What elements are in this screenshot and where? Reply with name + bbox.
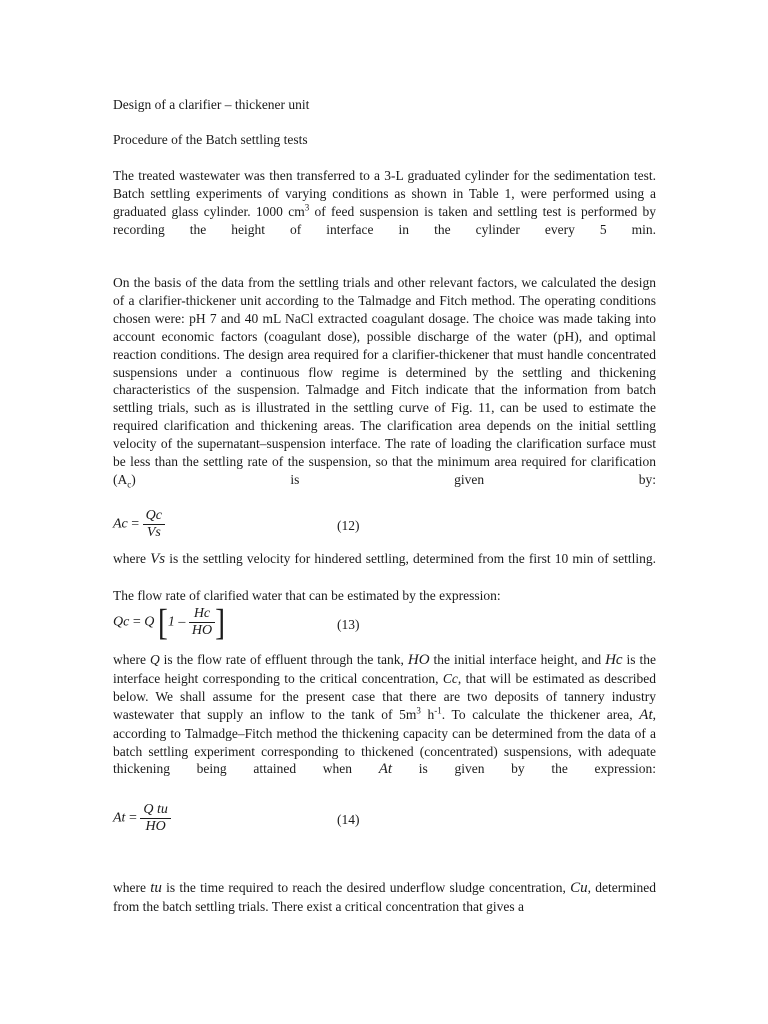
eq12-denominator: Vs — [146, 525, 161, 540]
para5-symbol-cc: Cc — [442, 670, 458, 686]
paragraph-thickener-area — [113, 651, 656, 797]
para5-symbol-at: At — [639, 706, 653, 723]
para5-symbol-q: Q — [149, 652, 160, 667]
para5-text-i: is given by the expression: — [392, 761, 656, 777]
eq12-numerator: Qc — [143, 508, 165, 525]
para1-text-b: of feed suspension is taken and settling test is performed by recording the height of interface in the cylinder every 5 min. — [113, 203, 657, 237]
equation-14-label: (14) — [337, 812, 360, 827]
eq12-equals: = — [131, 516, 140, 532]
para5-text-e: , that will be estimated as described below. We shall assume for the present case that there are two deposits of tannery industry wastewater that supply an inflow to the tank of 5m — [113, 670, 656, 722]
para5-symbol-hc: Hc — [605, 652, 623, 668]
eq14-denominator: HO — [145, 819, 166, 834]
para6-symbol-cu: Cu — [570, 880, 588, 896]
eq12-fraction — [143, 508, 165, 541]
para1-superscript: 3 — [304, 202, 310, 213]
para2-text-b: ) is given by: — [131, 471, 656, 487]
eq13-lhs: Qc — [113, 614, 130, 630]
paragraph-design-method — [113, 274, 656, 507]
para6-symbol-tu: tu — [150, 880, 162, 896]
para5-text-d: is the interface height corresponding to the critical concentration, — [113, 652, 657, 686]
eq13-fraction — [189, 606, 215, 639]
eq12-lhs: Ac — [113, 516, 128, 532]
eq14-lhs: At — [113, 810, 126, 826]
para5-symbol-at-2: At — [378, 761, 393, 778]
para5-text-g: . To calculate the thickener area, — [441, 706, 640, 722]
para2-subscript: c — [127, 479, 132, 490]
para5-superscript-1: 3 — [416, 705, 421, 716]
para5-text-b: is the flow rate of effluent through the tank, — [159, 652, 408, 667]
equation-12 — [113, 508, 165, 541]
section-subtitle: Procedure of the Batch settling tests — [113, 132, 308, 147]
para3-where: where — [113, 551, 146, 566]
para3-text: is the settling velocity for hindered settling, determined from the first 10 min of settling. — [165, 551, 657, 566]
section-title: Design of a clarifier – thickener unit — [113, 97, 310, 112]
eq13-one-minus: 1 – — [167, 614, 186, 630]
equation-13-label: (13) — [337, 617, 360, 632]
eq13-right-bracket: ] — [215, 601, 226, 643]
eq13-denominator: HO — [191, 623, 213, 638]
eq13-q: Q — [144, 614, 155, 630]
para3-symbol-vs: Vs — [150, 551, 166, 567]
eq14-numerator: Q tu — [140, 802, 171, 819]
para5-text-f: h — [420, 706, 435, 722]
para6-text-a: where — [113, 880, 151, 895]
paragraph-batch-test — [113, 167, 656, 257]
para2-text-a: On the basis of the data from the settling trials and other relevant factors, we calculated the design of a clarifier-thickener unit according to the Talmadge and Fitch method. The operating conditions chosen were: pH 7 and 40 mL NaCl extracted coagulant dosage. The choice was made taking into account economic factors (coagulant dose), possible discharge of the water (pH), and optimal reaction conditions. The design area required for a clarifier-thickener that must handle concentrated suspensions under a continuous flow regime is determined by the settling and thickening characteristics of the suspension. Talmadge and Fitch indicate that the information from batch settling trials, such as is illustrated in the settling curve of Fig. 11, can be used to estimate the required clarification and thickening areas. The clarification area depends on the initial settling velocity of the supernatant–suspension interface. The rate of loading the clarification surface must be less than the settling rate of the suspension, so that the minimum area required for clarification (A — [113, 275, 656, 487]
para5-symbol-ho: HO — [407, 652, 430, 668]
eq13-equals: = — [132, 614, 141, 630]
equation-14 — [113, 802, 171, 835]
paragraph-settling-velocity — [113, 550, 656, 587]
eq14-fraction — [140, 802, 171, 835]
para5-superscript-2: -1 — [434, 705, 442, 716]
para5-text-a: where — [113, 652, 150, 667]
eq13-numerator: Hc — [189, 606, 215, 623]
para6-text-c: , determined from the batch settling trials. There exist a critical concentration that gives a — [113, 880, 656, 914]
para1-text-a: The treated wastewater was then transferred to a 3-L graduated cylinder for the sedimentation test. Batch settling experiments of varying conditions as shown in Table 1, were performed using a graduated glass cylinder. 1000 cm — [113, 168, 656, 219]
para5-text-h: , according to Talmadge–Fitch method the thickening capacity can be determined from the data of a batch settling experiment corresponding to thickened (concentrated) suspensions, with adequate thickening being attained when — [113, 706, 657, 777]
eq14-equals: = — [128, 810, 137, 826]
equation-12-label: (12) — [337, 518, 360, 533]
paragraph-flow-rate-intro: The flow rate of clarified water that can be estimated by the expression: — [113, 588, 501, 603]
para6-text-b: is the time required to reach the desired underflow sludge concentration, — [161, 880, 571, 895]
equation-13 — [113, 601, 226, 643]
paragraph-underflow — [113, 879, 656, 916]
para5-text-c: the initial interface height, and — [429, 652, 606, 667]
eq13-left-bracket: [ — [157, 601, 168, 643]
